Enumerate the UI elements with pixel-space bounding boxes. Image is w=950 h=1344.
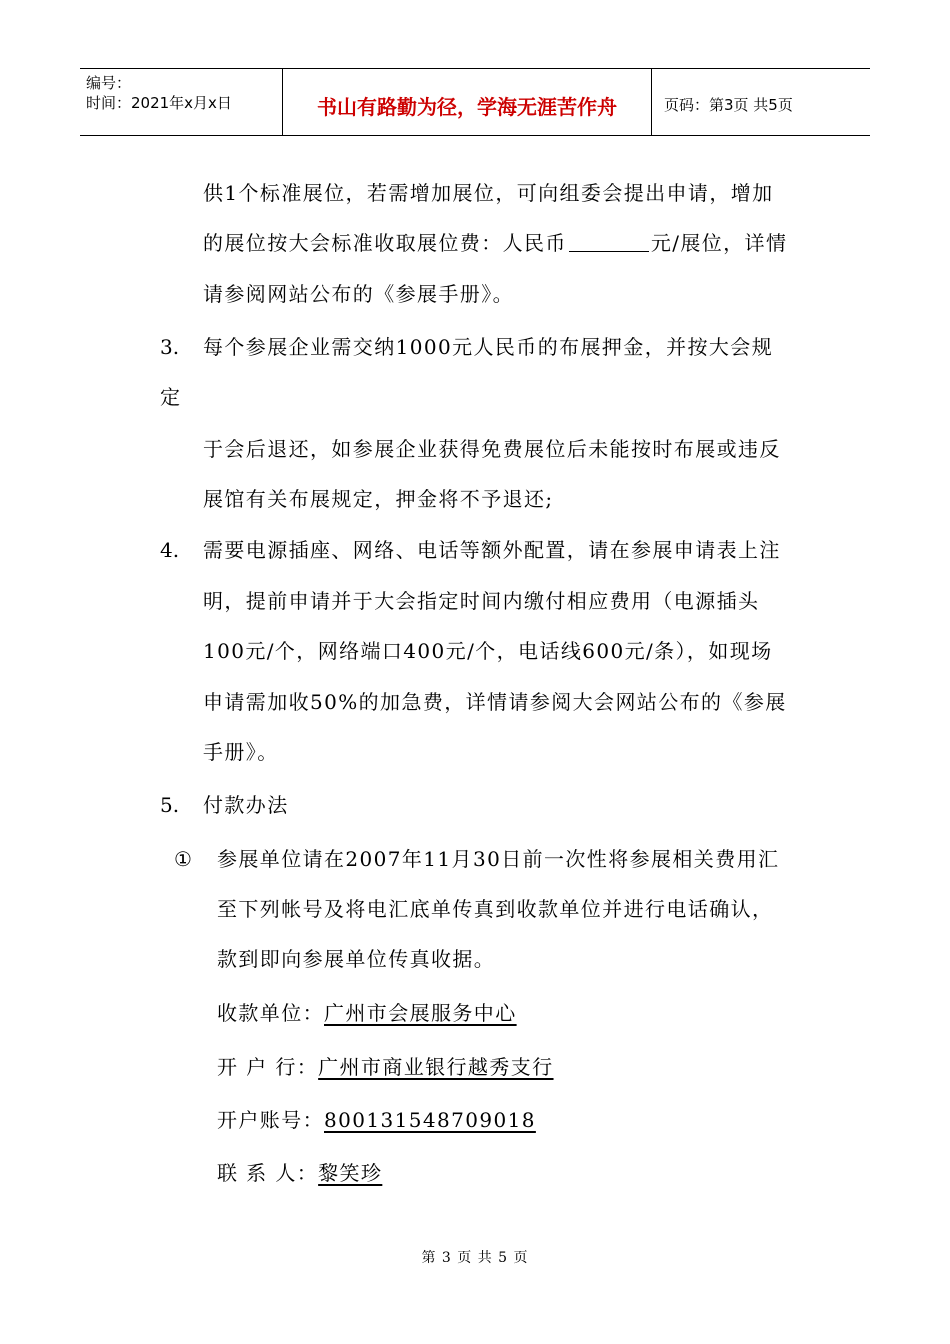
paragraph-line: 展馆有关布展规定，押金将不予退还; bbox=[203, 487, 554, 511]
paragraph-line: 申请需加收50%的加急费，详情请参阅大会网站公布的《参展 bbox=[203, 690, 787, 714]
contact-value: 黎笑珍 bbox=[318, 1161, 383, 1185]
account-value: 800131548709018 bbox=[324, 1108, 536, 1132]
paragraph-line: 100元/个，网络端口400元/个，电话线600元/条），如现场 bbox=[203, 639, 773, 663]
payee-value: 广州市会展服务中心 bbox=[324, 1001, 517, 1025]
paragraph-line: 于会后退还，如参展企业获得免费展位后未能按时布展或违反 bbox=[203, 437, 781, 461]
fee-text: 的展位按大会标准收取展位费：人民币 bbox=[203, 231, 567, 255]
paragraph-line: 供1个标准展位，若需增加展位，可向组委会提出申请，增加 bbox=[203, 181, 774, 205]
paragraph-line: 需要电源插座、网络、电话等额外配置，请在参展申请表上注 bbox=[203, 538, 781, 562]
paragraph-line bbox=[203, 230, 787, 256]
fee-unit-text: 元/展位，详情 bbox=[650, 231, 788, 255]
document-date: 时间：2021年x月x日 bbox=[86, 94, 232, 112]
paragraph-line: 定 bbox=[160, 385, 182, 409]
header-page-info: 页码：第3页 共5页 bbox=[664, 96, 793, 114]
circled-number-marker: ① bbox=[174, 847, 192, 871]
paragraph-line: 每个参展企业需交纳1000元人民币的布展押金，并按大会规 bbox=[203, 335, 774, 359]
header-motto: 书山有路勤为径，学海无涯苦作舟 bbox=[317, 95, 617, 119]
bank-value: 广州市商业银行越秀支行 bbox=[318, 1055, 554, 1079]
header-meta-cell bbox=[80, 69, 282, 135]
account-label: 开户账号： bbox=[217, 1108, 324, 1132]
paragraph-line: 请参阅网站公布的《参展手册》。 bbox=[203, 282, 514, 306]
fee-blank bbox=[569, 231, 649, 252]
section-title: 付款办法 bbox=[203, 793, 289, 817]
list-number: 4. bbox=[160, 538, 180, 562]
paragraph-line: 手册》。 bbox=[203, 740, 279, 764]
header-motto-cell bbox=[282, 69, 652, 135]
list-number: 3. bbox=[160, 335, 180, 359]
paragraph-line: 款到即向参展单位传真收据。 bbox=[217, 947, 496, 971]
page-header bbox=[80, 68, 870, 136]
contact-label: 联 系 人： bbox=[217, 1161, 319, 1185]
paragraph-line: 参展单位请在2007年11月30日前一次性将参展相关费用汇 bbox=[217, 847, 780, 871]
header-page-cell bbox=[652, 69, 870, 135]
document-number-label: 编号： bbox=[86, 74, 132, 92]
page-footer: 第 3 页 共 5 页 bbox=[421, 1250, 529, 1266]
contact-row bbox=[217, 1160, 382, 1186]
payee-label: 收款单位： bbox=[217, 1001, 324, 1025]
account-row bbox=[217, 1107, 536, 1133]
paragraph-line: 明，提前申请并于大会指定时间内缴付相应费用（电源插头 bbox=[203, 589, 760, 613]
bank-label: 开 户 行： bbox=[217, 1055, 319, 1079]
list-number: 5. bbox=[160, 793, 180, 817]
bank-row bbox=[217, 1054, 554, 1080]
paragraph-line: 至下列帐号及将电汇底单传真到收款单位并进行电话确认， bbox=[217, 897, 774, 921]
payee-row bbox=[217, 1000, 517, 1026]
